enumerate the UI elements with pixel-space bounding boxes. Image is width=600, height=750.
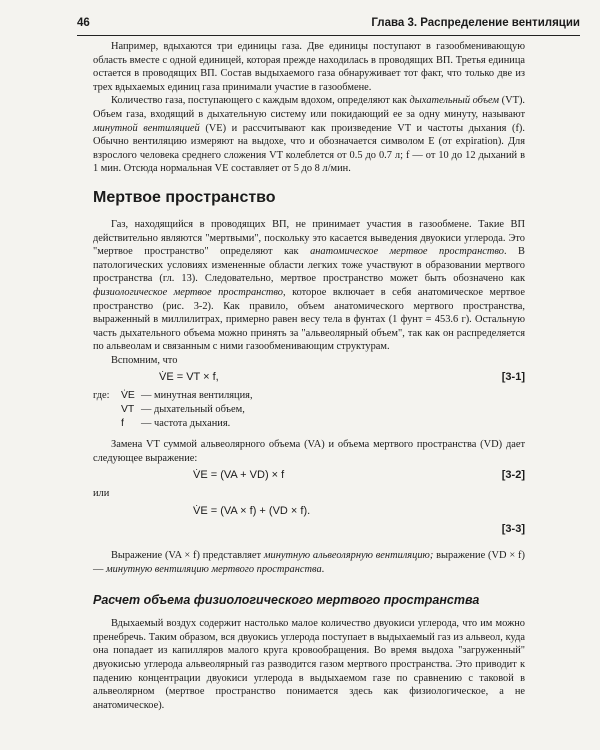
physiologic-dead-space-paragraph: Вдыхаемый воздух содержит настолько малое количество двуокиси углерода, что им можно пренебречь. Таким образом, вся двуокись углерода поступает в выдыхаемый газ из альвеол, куда она попадает из капилляров малого круга кровообращения. Во время выдоха "загруженный" двуокисью углерода альвеолярный газ разводится газом мертвого пространства. Это приводит к падению концентрации двуокиси углерода в выдыхаемом газе по сравнению с таковой в альвеолярном (мертвое пространство понимается здесь как физиологическое, а не анатомическое). xyxy=(93,618,525,711)
definition-symbol: VT xyxy=(121,404,135,416)
intro-paragraph-1: Например, вдыхаются три единицы газа. Две единицы поступают в газообменивающую область вместе с одной единицей, которая прежде находилась в проводящих ВП. Третья единица остается в проводящих ВП. Состав выдыхаемого газа обнаруживает тот факт, что только две из трех вдыхаемых единиц газа принимали участие в газообмене. xyxy=(93,41,525,93)
page-number: 46 xyxy=(77,17,90,29)
section-heading-physiologic-dead-space: Расчет объема физиологического мертвого пространства xyxy=(93,593,480,608)
term-physiologic-dead-space: физиологическое мертвое пространство xyxy=(93,286,284,298)
symbol-definitions xyxy=(93,389,525,430)
section-heading-dead-space: Мертвое пространство xyxy=(93,188,276,206)
definition-text: — дыхательный объем, xyxy=(141,404,245,416)
dead-space-paragraph-2: Замена VT суммой альвеолярного объема (VA) и объема мертвого пространства (VD) дает следующее выражение: xyxy=(93,439,525,464)
term-tidal-volume: дыхательный объем xyxy=(409,95,500,107)
equation-3-3-number: [3-3] xyxy=(501,523,525,536)
chapter-title: Глава 3. Распределение вентиляции xyxy=(371,17,580,29)
dead-space-paragraph-3: Выражение (VA × f) представляет минутную альвеолярную вентиляцию; выражение (VD × f) — минутную вентиляцию мертвого пространства. xyxy=(93,550,525,575)
term-dead-space-ventilation: минутную вентиляцию мертвого пространства xyxy=(106,563,322,575)
running-header xyxy=(77,13,580,36)
or-text: или xyxy=(93,488,110,500)
equation-3-3-number-row xyxy=(93,523,525,541)
definition-symbol: V̇E xyxy=(121,390,135,402)
recall-text: Вспомним, что xyxy=(111,354,178,366)
equation-3-2 xyxy=(93,465,525,487)
intro-paragraph-2: Количество газа, поступающего с каждым вдохом, определяют как дыхательный объем (VT). Объем газа, входящий в дыхательную систему или покидающий ее за одну минуту, называют минутной вентиляцией (VE) и рассчитывают как произведение VT и частоты дыхания (f). Обычно вентиляцию измеряют на выдохе, что и обозначается символом E (от expiration). Для взрослого человека среднего сложения VT колеблется от 0.5 до 0.7 л; f — от 10 до 12 дыханий в 1 мин. Отсюда нормальная VE составляет от 5 до 8 л/мин. xyxy=(93,95,526,175)
equation-3-1-number: [3-1] xyxy=(501,371,525,384)
equation-3-1 xyxy=(93,367,525,389)
term-alveolar-ventilation: минутную альвеолярную вентиляцию; xyxy=(263,550,434,562)
definition-row xyxy=(93,417,525,431)
term-anatomic-dead-space: анатомическое мертвое пространство xyxy=(310,246,504,258)
dead-space-paragraph-1: Газ, находящийся в проводящих ВП, не принимает участия в газообмене. Такие ВП действительно являются "мертвыми", поскольку это касается выведения двуокиси углерода. Это "мертвое пространство" определяют как анатомическое мертвое пространство. В патологических условиях измененные области легких тоже участвуют в образовании мертвого пространства (гл. 13). Следовательно, мертвое пространство может быть обозначено как физиологическое мертвое пространство, которое включает в себя анатомическое мертвое пространство (рис. 3-2). Как правило, объем анатомического мертвого пространства, выраженный в миллилитрах, примерно равен весу тела в фунтах (1 фунт = 453.6 г). Остальную часть дыхательного объема можно принять за "альвеолярный объем", так как он распределяется по альвеолам и связанным с ними газообменивающим структурам. xyxy=(93,218,525,353)
equation-3-3 xyxy=(93,501,525,523)
definition-symbol: f xyxy=(121,417,124,429)
term-minute-ventilation: минутной вентиляцией xyxy=(93,122,200,134)
where-label: где: xyxy=(93,390,110,402)
definition-row xyxy=(93,389,525,403)
equation-3-3-formula: V̇E = (VA × f) + (VD × f). xyxy=(193,505,311,518)
equation-3-2-number: [3-2] xyxy=(501,469,525,482)
definition-row xyxy=(93,403,525,417)
equation-3-1-formula: V̇E = VT × f, xyxy=(159,371,219,384)
equation-3-2-formula: V̇E = (VA + VD) × f xyxy=(193,469,285,482)
definition-text: — частота дыхания. xyxy=(141,417,231,429)
definition-text: — минутная вентиляция, xyxy=(141,390,253,402)
page-body xyxy=(93,40,525,712)
